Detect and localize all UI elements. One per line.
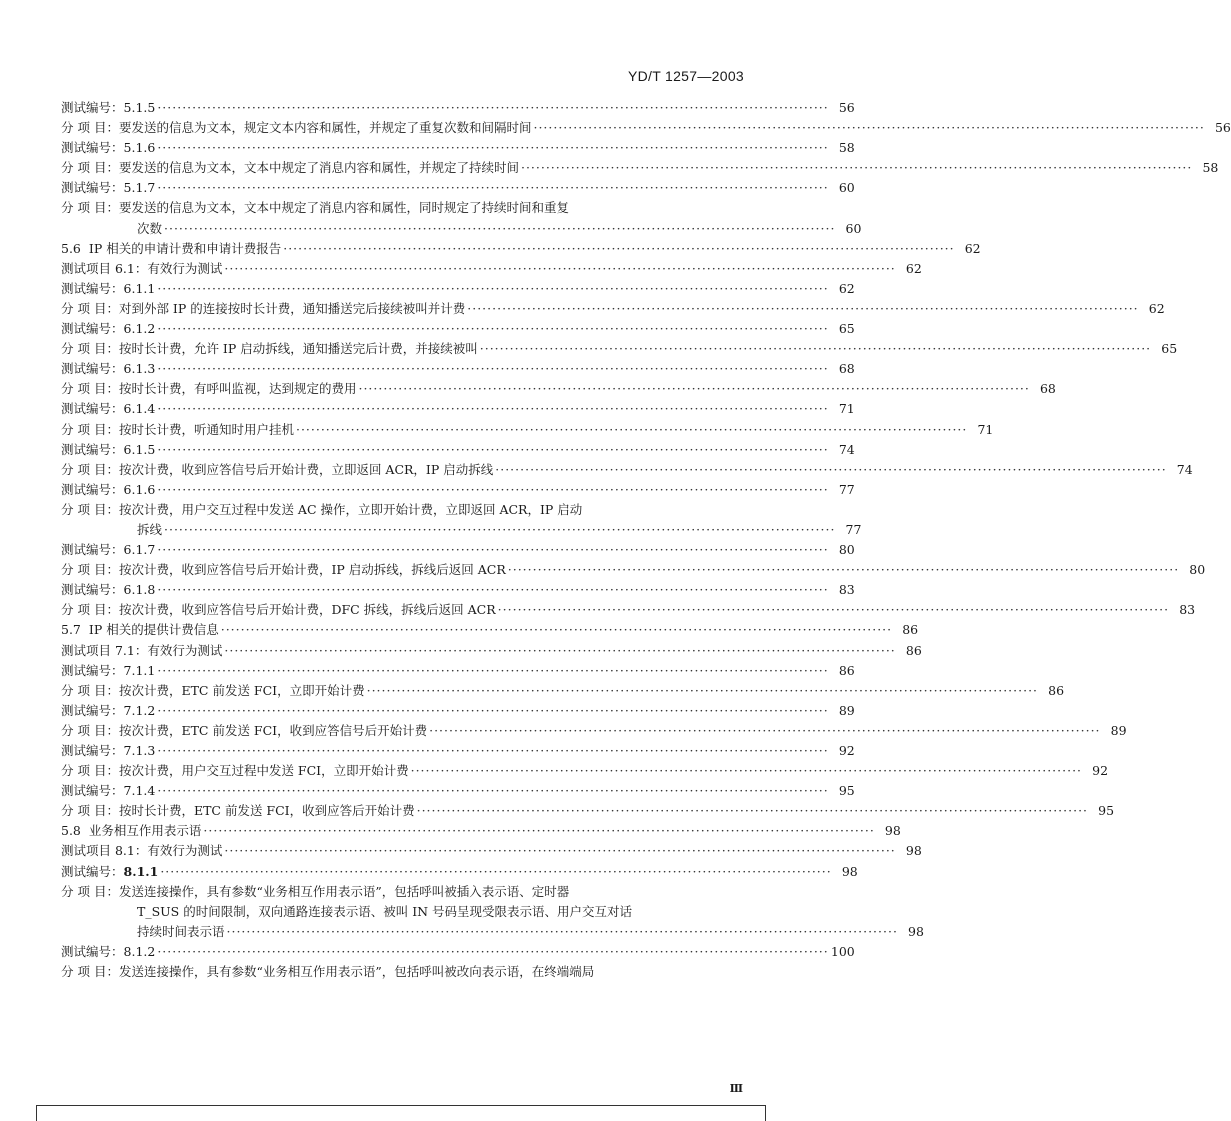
entry-title: 有效行为测试 (147, 260, 223, 276)
entry-label: 分 项 目： (61, 421, 119, 437)
entry-title: 要发送的信息为文本，文本中规定了消息内容和属性，并规定了持续时间 (118, 160, 519, 176)
entry-title: 次数 (137, 220, 163, 236)
entry-label: 分 项 目： (61, 682, 119, 698)
entry-label: 分 项 目： (61, 160, 119, 176)
leader-dots (367, 681, 1038, 701)
page-number: 56 (1214, 120, 1231, 136)
entry-title: 8.1.1 (123, 863, 159, 879)
entry-label: 分 项 目： (61, 341, 119, 357)
entry-label: 测试编号： (61, 321, 124, 337)
page-number: 98 (841, 863, 858, 879)
entry-title: 按次计费，ETC 前发送 FCI，收到应答信号后开始计费 (118, 722, 428, 738)
entry-label: 分 项 目： (61, 461, 119, 477)
toc-entry[interactable] (61, 841, 922, 861)
entry-label: 分 项 目： (61, 120, 119, 136)
page-number: 80 (838, 542, 855, 558)
leader-dots (417, 801, 1088, 821)
page-number: 83 (1179, 602, 1196, 618)
page-number: 80 (1189, 562, 1206, 578)
entry-label: 分 项 目： (61, 803, 119, 819)
entry-label: 5.8 (61, 823, 81, 839)
entry-title: IP 相关的申请计费和申请计费报告 (88, 240, 282, 256)
leader-dots (157, 98, 828, 118)
leader-dots (157, 399, 828, 419)
leader-dots (157, 781, 828, 801)
entry-label: 测试编号： (61, 361, 124, 377)
leader-dots (157, 178, 828, 198)
page-number: 60 (845, 220, 862, 236)
leader-dots (157, 942, 828, 962)
toc-entry[interactable] (61, 942, 855, 962)
page-number: 89 (838, 702, 855, 718)
leader-dots (224, 641, 895, 661)
entry-title: 发送连接操作，具有参数“业务相互作用表示语”，包括呼叫被插入表示语、定时器 (118, 883, 570, 899)
entry-title: 5.1.5 (123, 100, 156, 115)
leader-dots (224, 259, 895, 279)
page-number: 68 (1039, 381, 1056, 397)
entry-label: 测试编号： (61, 743, 124, 758)
entry-title: IP 相关的提供计费信息 (88, 622, 219, 638)
leader-dots (157, 741, 828, 761)
entry-title: 6.1.7 (123, 542, 156, 558)
entry-title: 要发送的信息为文本，文本中规定了消息内容和属性，同时规定了持续时间和重复 (118, 200, 569, 216)
entry-title: 持续时间表示语 (137, 923, 225, 939)
entry-title: 6.1.4 (123, 401, 156, 417)
leader-dots (227, 922, 898, 942)
page-number: 95 (1098, 803, 1115, 819)
toc-entry[interactable] (61, 661, 855, 681)
leader-dots (157, 359, 828, 379)
leader-dots (157, 661, 828, 681)
entry-title: 6.1.1 (123, 280, 156, 296)
leader-dots (164, 520, 835, 540)
bottom-border-box (36, 1105, 766, 1121)
toc-entry[interactable] (61, 801, 1115, 821)
entry-title: 按时长计费，有呼叫监视，达到规定的费用 (118, 381, 357, 397)
page-number: 77 (845, 521, 862, 537)
page-number: 58 (838, 140, 855, 156)
entry-label: 测试编号： (61, 280, 124, 296)
page-number: 89 (1110, 722, 1127, 738)
entry-label: 测试编号： (61, 100, 124, 115)
entry-label: 测试编号： (61, 180, 124, 196)
entry-label: 测试编号： (61, 783, 124, 799)
toc-entry[interactable] (61, 862, 858, 882)
entry-title: 按次计费，收到应答信号后开始计费，DFC 拆线，拆线后返回 ACR (118, 602, 496, 618)
entry-label: 5.7 (61, 622, 81, 638)
entry-title: 6.1.2 (123, 321, 156, 337)
entry-title: 7.1.1 (123, 662, 156, 678)
toc-entry[interactable] (61, 399, 855, 419)
leader-dots (521, 158, 1192, 178)
entry-label: 测试编号： (61, 662, 124, 678)
leader-dots (495, 460, 1166, 480)
entry-title: 7.1.2 (123, 702, 156, 718)
toc-entry[interactable] (61, 480, 855, 500)
toc-entry[interactable] (61, 701, 855, 721)
toc-entry[interactable] (61, 279, 855, 299)
toc-entry[interactable] (61, 882, 924, 942)
entry-title: 要发送的信息为文本，规定文本内容和属性，并规定了重复次数和间隔时间 (118, 120, 532, 136)
entry-label: 测试编号： (61, 582, 124, 598)
toc-entry[interactable] (61, 299, 1165, 319)
entry-label: 测试编号： (61, 140, 124, 156)
entry-label: 分 项 目： (61, 300, 119, 316)
entry-label: 测试项目 7.1： (61, 642, 148, 658)
toc-entry[interactable] (61, 420, 994, 440)
page-number: 77 (838, 481, 855, 497)
page-number: 62 (1148, 300, 1165, 316)
entry-label: 测试项目 8.1： (61, 843, 148, 859)
entry-title: 有效行为测试 (147, 642, 223, 658)
toc-entry[interactable] (61, 460, 1193, 480)
entry-title: T_SUS 的时间限制，双向通路连接表示语、被叫 IN 号码呈现受限表示语、用户交互对话 (137, 903, 633, 919)
leader-dots (157, 319, 828, 339)
entry-title: 6.1.6 (123, 481, 156, 497)
page-number: 86 (905, 642, 922, 658)
page-number: 60 (838, 180, 855, 196)
page-number: 71 (838, 401, 855, 417)
page-number: 62 (838, 280, 855, 296)
entry-title: 5.1.7 (123, 180, 156, 196)
toc-entry[interactable] (61, 138, 855, 158)
page-number: 71 (977, 421, 994, 437)
entry-label: 分 项 目： (61, 381, 119, 397)
entry-title: 发送连接操作，具有参数“业务相互作用表示语”，包括呼叫被改向表示语，在终端端局 (118, 964, 595, 980)
entry-title: 有效行为测试 (147, 843, 223, 859)
entry-title: 按时长计费，ETC 前发送 FCI，收到应答后开始计费 (118, 803, 415, 819)
page-number: 98 (908, 923, 924, 939)
entry-title: 5.1.6 (123, 140, 156, 156)
leader-dots (221, 620, 892, 640)
leader-dots (157, 480, 828, 500)
toc-entry[interactable] (61, 379, 1056, 399)
toc-entry[interactable] (61, 620, 919, 640)
entry-label: 5.6 (61, 240, 81, 256)
leader-dots (480, 339, 1151, 359)
toc-entry[interactable] (61, 259, 922, 279)
page-number: 68 (838, 361, 855, 377)
table-of-contents (61, 98, 1231, 982)
entry-title: 6.1.3 (123, 361, 156, 377)
toc-entry[interactable] (61, 359, 855, 379)
leader-dots (283, 239, 954, 259)
toc-entry[interactable] (61, 821, 901, 841)
page-number: 65 (1161, 341, 1178, 357)
leader-dots (157, 540, 828, 560)
entry-title: 业务相互作用表示语 (88, 823, 202, 839)
page-roman-numeral: Ⅲ (729, 1082, 744, 1095)
page-number: 58 (1202, 160, 1219, 176)
entry-label: 测试编号： (61, 943, 124, 959)
toc-entry[interactable] (61, 239, 981, 259)
page-number: 83 (838, 582, 855, 598)
toc-entry[interactable] (61, 761, 1109, 781)
toc-entry[interactable] (61, 118, 1231, 138)
entry-label: 测试编号： (61, 542, 124, 558)
entry-title: 按次计费，ETC 前发送 FCI，立即开始计费 (118, 682, 365, 698)
entry-label: 分 项 目： (61, 763, 119, 779)
toc-entry[interactable] (61, 580, 855, 600)
page-number: 86 (838, 662, 855, 678)
entry-label: 分 项 目： (61, 602, 119, 618)
leader-dots (467, 299, 1138, 319)
leader-dots (157, 279, 828, 299)
toc-entry[interactable] (61, 600, 1196, 620)
page-number: 62 (964, 240, 981, 256)
entry-title: 7.1.4 (123, 783, 156, 799)
page-number: 98 (905, 843, 922, 859)
toc-entry[interactable] (61, 540, 855, 560)
toc-entry[interactable] (61, 641, 922, 661)
page-number: 74 (838, 441, 855, 457)
page-number: 86 (902, 622, 919, 638)
standard-number: YD/T 1257—2003 (627, 68, 744, 84)
entry-label: 测试编号： (61, 481, 124, 497)
toc-entry[interactable] (61, 560, 1206, 580)
leader-dots (296, 420, 967, 440)
entry-label: 测试编号： (61, 702, 124, 718)
entry-title: 按次计费，用户交互过程中发送 AC 操作，立即开始计费，立即返回 ACR，IP 启动 (118, 501, 583, 517)
page-number: 62 (905, 260, 922, 276)
leader-dots (429, 721, 1100, 741)
toc-entry[interactable] (61, 440, 855, 460)
leader-dots (157, 440, 828, 460)
leader-dots (224, 841, 895, 861)
leader-dots (203, 821, 874, 841)
toc-entry[interactable] (61, 781, 855, 801)
toc-entry[interactable] (61, 339, 1178, 359)
toc-entry[interactable] (61, 500, 862, 540)
toc-entry[interactable] (61, 198, 862, 238)
entry-label: 分 项 目： (61, 883, 119, 899)
toc-entry[interactable] (61, 962, 741, 982)
entry-title: 按次计费，用户交互过程中发送 FCI，立即开始计费 (118, 763, 409, 779)
entry-title: 按次计费，收到应答信号后开始计费，立即返回 ACR，IP 启动拆线 (118, 461, 494, 477)
entry-label: 分 项 目： (61, 562, 119, 578)
entry-title: 7.1.3 (123, 743, 156, 758)
entry-label: 分 项 目： (61, 964, 119, 980)
leader-dots (157, 701, 828, 721)
leader-dots (160, 862, 831, 882)
leader-dots (358, 379, 1029, 399)
leader-dots (164, 219, 835, 239)
entry-title: 8.1.2 (123, 943, 156, 959)
leader-dots (498, 600, 1169, 620)
entry-title: 按次计费，收到应答信号后开始计费，IP 启动拆线，拆线后返回 ACR (118, 562, 506, 578)
entry-title: 按时长计费，允许 IP 启动拆线，通知播送完后计费，并接续被叫 (118, 341, 478, 357)
toc-entry[interactable] (61, 178, 855, 198)
toc-entry[interactable] (61, 681, 1065, 701)
page-number: 98 (884, 823, 901, 839)
page-number: 86 (1048, 682, 1065, 698)
page-number: 56 (838, 100, 855, 115)
page-number: 74 (1176, 461, 1193, 477)
page-number: 65 (838, 321, 855, 337)
entry-label: 测试编号： (61, 401, 124, 417)
entry-title: 按时长计费，听通知时用户挂机 (118, 421, 294, 437)
toc-entry[interactable] (61, 158, 1219, 178)
leader-dots (533, 118, 1204, 138)
leader-dots (157, 138, 828, 158)
leader-dots (508, 560, 1179, 580)
entry-title: 6.1.8 (123, 582, 156, 598)
entry-label: 分 项 目： (61, 200, 119, 216)
entry-label: 测试编号： (61, 863, 124, 879)
page-number: 92 (1092, 763, 1109, 779)
entry-label: 分 项 目： (61, 501, 119, 517)
leader-dots (157, 580, 828, 600)
leader-dots (411, 761, 1082, 781)
entry-title: 对到外部 IP 的连接按时长计费，通知播送完后接续被叫并计费 (118, 300, 466, 316)
entry-label: 测试项目 6.1： (61, 260, 148, 276)
page-number: 92 (838, 743, 855, 758)
toc-entry[interactable] (61, 98, 855, 118)
toc-entry[interactable] (61, 741, 855, 761)
entry-title: 6.1.5 (123, 441, 156, 457)
entry-label: 分 项 目： (61, 722, 119, 738)
toc-entry[interactable] (61, 319, 855, 339)
page-number: 100 (830, 943, 855, 959)
entry-label: 测试编号： (61, 441, 124, 457)
page-number: 95 (838, 783, 855, 799)
entry-title: 拆线 (137, 521, 163, 537)
toc-entry[interactable] (61, 721, 1127, 741)
